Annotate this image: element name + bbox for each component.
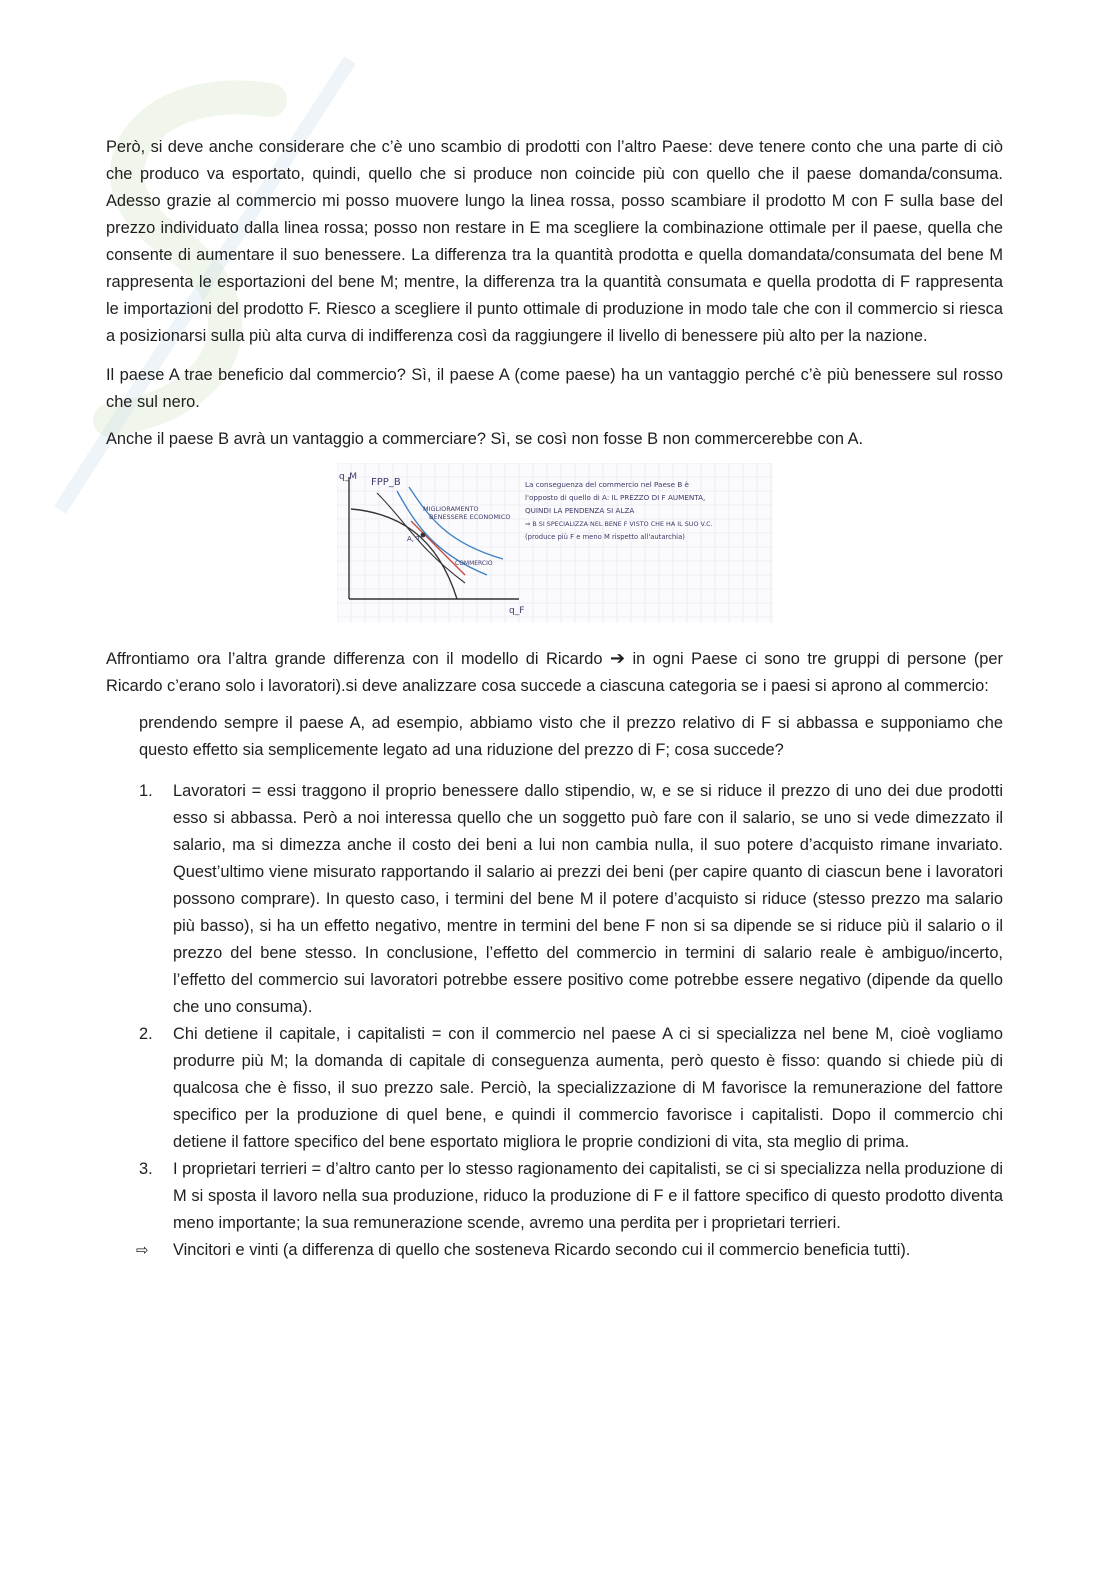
x-axis-label: q_F [509, 606, 525, 616]
ppf-label: FPP_B [371, 477, 401, 488]
paragraph-country-a-benefit: Il paese A trae beneficio dal commercio? Sì, il paese A (come paese) ha un vantaggio perché c’è più benessere sul rosso che sul nero. [106, 366, 1003, 411]
groups-list [106, 778, 1003, 1237]
point-a-t [421, 533, 426, 538]
ricardo-text-before: Affrontiamo ora l’altra grande differenza con il modello di Ricardo [106, 650, 603, 668]
conclusion-text: Vincitori e vinti (a differenza di quello che sosteneva Ricardo secondo cui il commercio beneficia tutti). [173, 1241, 911, 1259]
y-axis-label: q_M [339, 472, 357, 482]
red-label: COMMERCIO [455, 560, 493, 567]
list-number: 3. [139, 1160, 153, 1178]
list-item-text: I proprietari terrieri = d’altro canto per lo stesso ragionamento dei capitalisti, se ci si specializza nella produzione di M si sposta il lavoro nella sua produzione, riduco la produzione di F e il fattore specifico di questo prodotto diventa meno importante; la sua remunerazione scende, avremo una perdita per i proprietari terrieri. [173, 1160, 1003, 1232]
list-item-landowners [106, 1156, 1003, 1237]
list-item-capitalists [106, 1021, 1003, 1156]
paragraph-country-a-example: prendendo sempre il paese A, ad esempio, abbiamo visto che il prezzo relativo di F si abbassa e supponiamo che questo effetto sia semplicemente legato ad una riduzione del prezzo di F; cosa succede? [139, 714, 1003, 759]
list-item-workers [106, 778, 1003, 1021]
document-page [106, 134, 1003, 1264]
outline-arrow-icon: ⇨ [136, 1242, 149, 1259]
note-line: ⇒ B SI SPECIALIZZA NEL BENE F VISTO CHE HA IL SUO V.C. [525, 520, 713, 528]
point-label: A, T [407, 535, 421, 543]
paragraph-country-b-benefit: Anche il paese B avrà un vantaggio a commerciare? Sì, se così non fosse B non commercerebbe con A. [106, 430, 864, 448]
list-number: 2. [139, 1025, 153, 1043]
paragraph-trade-exchange: Però, si deve anche considerare che c’è uno scambio di prodotti con l’altro Paese: deve tenere conto che una parte di ciò che produco va esportato, quindi, quello che si produce non coincide più con quello che il paese domanda/consuma. Adesso grazie al commercio mi posso muovere lungo la linea rossa, posso scambiare il prodotto M con F sulla base del prezzo individuato dalla linea rossa; posso non restare in E ma scegliere la combinazione ottimale per il paese, quella che consente di aumentare il suo benessere. La differenza tra la quantità prodotta e quella domandata/consumata del bene M rappresenta le esportazioni del bene M; mentre, la differenza tra la quantità consumata e quella prodotta di F rappresenta le importazioni del prodotto F. Riesco a scegliere il punto ottimale di produzione in modo tale che con il commercio si riesca a posizionarsi sulla più alta curva di indifferenza così da raggiungere il livello di benessere più alto per la nazione. [106, 138, 1003, 345]
list-item-text: Lavoratori = essi traggono il proprio benessere dallo stipendio, w, e se si riduce il prezzo di uno dei due prodotti esso si abbassa. Però a noi interessa quello che un soggetto può fare con il salario, se uno si vede dimezzato il salario, ma si dimezza anche il costo dei beni a lui non cambia nulla, il suo potere d’acquisto rimane invariato. Quest’ultimo viene misurato rapportando il salario ai prezzi dei beni (per capire quanto di ciascun bene i lavoratori possono comprare). In questo caso, i termini del bene M il potere d’acquisto si riduce (stesso prezzo ma salario più basso), si ha un effetto negativo, mentre in termini del bene F non si sa dipende se si riduce più il salario o il prezzo del bene stesso. In conclusione, l’effetto del commercio in termini di salario reale è ambiguo/incerto, l’effetto del commercio sui lavoratori potrebbe essere positivo come potrebbe essere negativo (dipende da quello che uno consuma). [173, 782, 1003, 1016]
list-item-text: Chi detiene il capitale, i capitalisti = con il commercio nel paese A ci si specializza nel bene M, cioè vogliamo produrre più M; la domanda di capitale di conseguenza aumenta, però questo è fisso: quando si chiede più di qualcosa che è fisso, il suo prezzo sale. Perciò, la specializzazione di M favorisce la remunerazione del fattore specifico per la produzione di quel bene, e quindi il commercio favorisce i capitalisti. Dopo il commercio chi detiene il fattore specifico del bene esportato migliora le proprie condizioni di vita, sta meglio di prima. [173, 1025, 1003, 1151]
blue-label-line1: MIGLIORAMENTO [423, 505, 479, 513]
paragraph-ricardo-difference [106, 645, 1003, 700]
handwritten-graph-figure [337, 463, 773, 623]
note-line: La conseguenza del commercio nel Paese B è [525, 480, 689, 489]
ricardo-text-after: in ogni Paese ci sono tre gruppi di persone (per Ricardo c’erano solo i lavoratori).si deve analizzare cosa succede a ciascuna categoria se i paesi si aprono al commercio: [106, 650, 1003, 695]
blue-label-line2: BENESSERE ECONOMICO [429, 513, 511, 521]
list-number: 1. [139, 782, 153, 800]
conclusion-item [106, 1237, 1003, 1264]
note-line: (produce più F e meno M rispetto all'autarchia) [525, 533, 685, 541]
note-line: QUINDI LA PENDENZA SI ALZA [525, 506, 635, 515]
note-line: l'opposto di quello di A: IL PREZZO DI F AUMENTA, [525, 493, 706, 502]
right-arrow-icon: ➔ [609, 648, 626, 668]
